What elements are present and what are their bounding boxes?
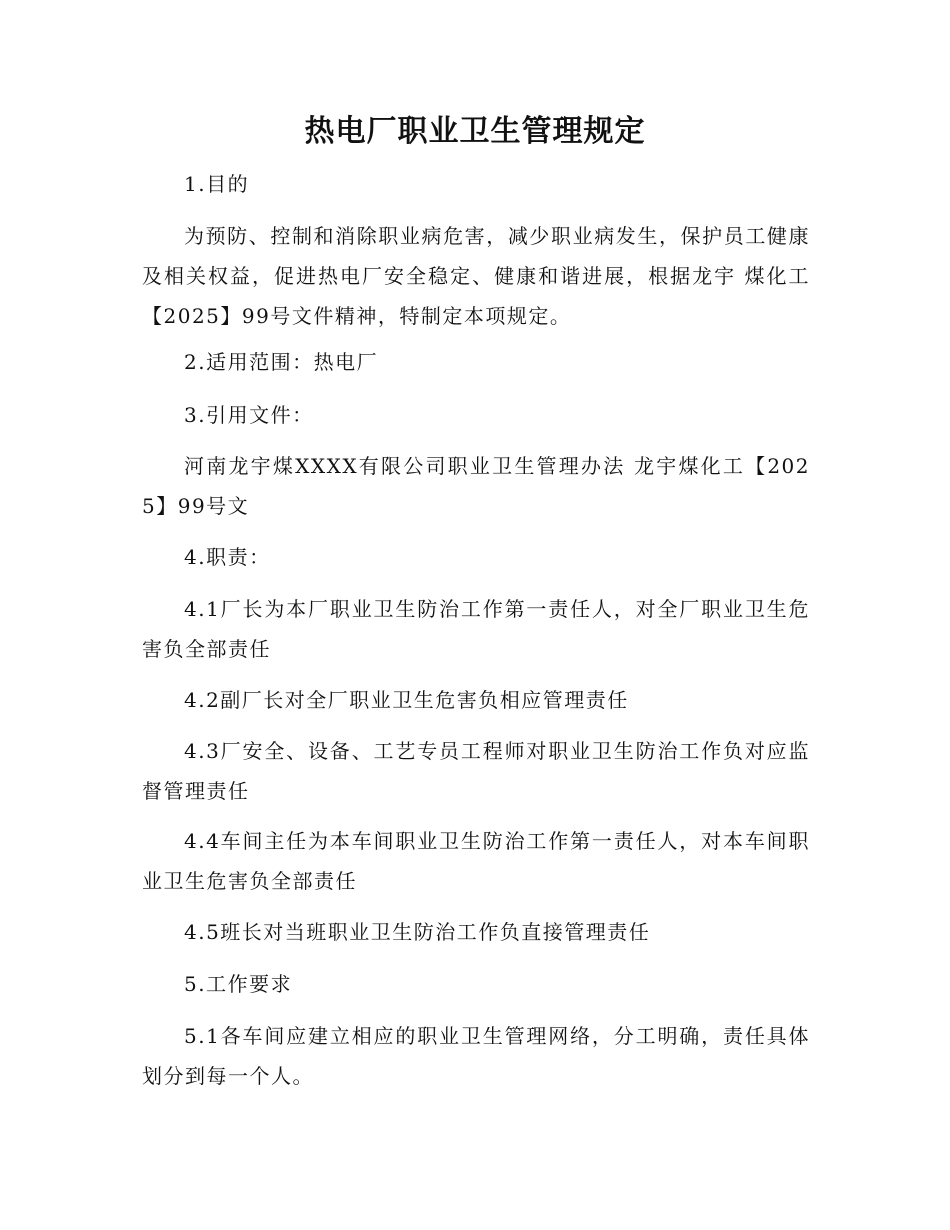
section-heading-requirements: 5.工作要求	[184, 972, 293, 996]
section-heading-purpose: 1.目的	[184, 172, 250, 196]
paragraph-duty-4-1: 4.1厂长为本厂职业卫生防治工作第一责任人，对全厂职业卫生危害负全部责任	[142, 597, 810, 661]
paragraph-duty-4-4: 4.4车间主任为本车间职业卫生防治工作第一责任人，对本车间职业卫生危害负全部责任	[142, 829, 810, 893]
section-heading-references: 3.引用文件：	[184, 403, 314, 427]
paragraph-duty-4-3: 4.3厂安全、设备、工艺专员工程师对职业卫生防治工作负对应监督管理责任	[142, 739, 810, 803]
paragraph-references: 河南龙宇煤XXXX有限公司职业卫生管理办法 龙宇煤化工【2025】99号文	[142, 454, 810, 518]
section-heading-duties: 4.职责：	[184, 545, 271, 569]
paragraph-requirement-5-1: 5.1各车间应建立相应的职业卫生管理网络，分工明确，责任具体划分到每一个人。	[142, 1024, 810, 1088]
document-title: 热电厂职业卫生管理规定	[304, 114, 646, 149]
paragraph-purpose: 为预防、控制和消除职业病危害，减少职业病发生，保护员工健康及相关权益，促进热电厂安全稳定、健康和谐进展，根据龙宇 煤化工【2025】99号文件精神，特制定本项规定。	[142, 224, 810, 328]
section-heading-scope: 2.适用范围：热电厂	[184, 350, 379, 374]
paragraph-duty-4-5: 4.5班长对当班职业卫生防治工作负直接管理责任	[184, 920, 651, 944]
paragraph-duty-4-2: 4.2副厂长对全厂职业卫生危害负相应管理责任	[184, 688, 629, 712]
